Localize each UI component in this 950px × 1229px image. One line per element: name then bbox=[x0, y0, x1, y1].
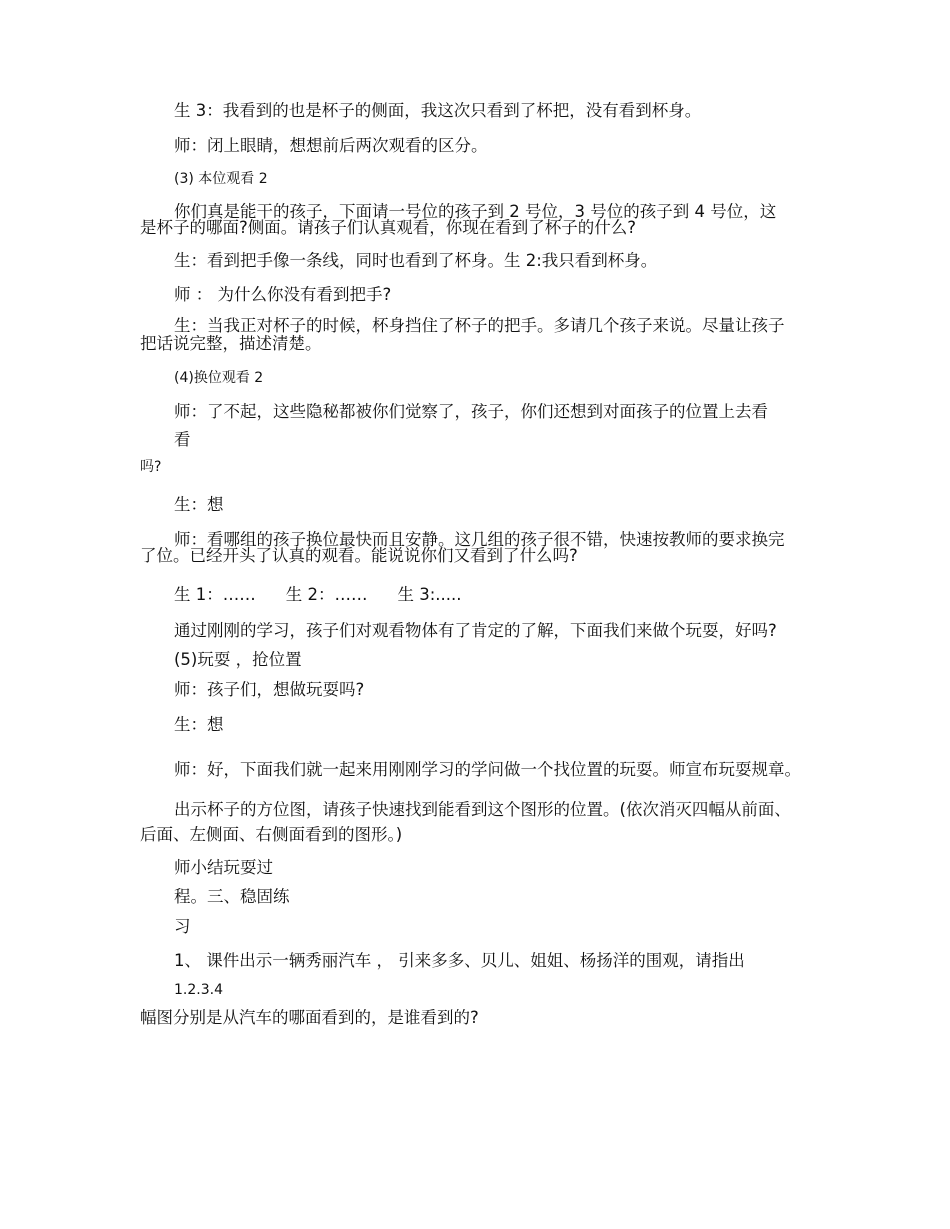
paragraph-continuation: 了位。已经开头了认真的观看。能说说你们又看到了什么吗? bbox=[140, 546, 578, 565]
dialogue-row bbox=[174, 585, 462, 605]
paragraph: 生：想 bbox=[174, 715, 224, 734]
paragraph: 出示杯子的方位图，请孩子快速找到能看到这个图形的位置。(依次消灭四幅从前面、 bbox=[174, 800, 791, 819]
section-heading: (5)玩耍 ，抢位置 bbox=[174, 650, 302, 669]
dialogue-item: 生 2：…… bbox=[285, 585, 368, 604]
paragraph: 通过刚刚的学习，孩子们对观看物体有了肯定的了解，下面我们来做个玩耍，好吗? bbox=[174, 621, 777, 640]
dialogue-item: 生 1：…… bbox=[174, 585, 256, 604]
paragraph-continuation: 后面、左侧面、右侧面看到的图形。) bbox=[140, 825, 403, 844]
section-heading: (4)换位观看 2 bbox=[174, 370, 264, 386]
paragraph: 师：孩子们，想做玩耍吗? bbox=[174, 680, 365, 699]
paragraph: 生 3：我看到的也是杯子的侧面，我这次只看到了杯把，没有看到杯身。 bbox=[174, 101, 702, 120]
paragraph: 师：了不起，这些隐秘都被你们觉察了，孩子，你们还想到对面孩子的位置上去看 bbox=[174, 402, 768, 421]
paragraph: 生：看到把手像一条线，同时也看到了杯身。生 2:我只看到杯身。 bbox=[174, 251, 658, 270]
paragraph: 生：想 bbox=[174, 495, 224, 514]
paragraph: 生：当我正对杯子的时候，杯身挡住了杯子的把手。多请几个孩子来说。尽量让孩子 bbox=[174, 316, 785, 335]
paragraph: 师小结玩耍过 bbox=[174, 858, 273, 877]
paragraph-continuation: 程。三、稳固练 bbox=[174, 887, 290, 906]
paragraph: 师：闭上眼睛，想想前后两次观看的区分。 bbox=[174, 136, 488, 155]
paragraph-continuation: 把话说完整，描述清楚。 bbox=[140, 334, 322, 353]
paragraph-continuation: 看 bbox=[174, 430, 191, 449]
section-heading: (3) 本位观看 2 bbox=[174, 171, 268, 187]
paragraph: 你们真是能干的孩子，下面请一号位的孩子到 2 号位，3 号位的孩子到 4 号位，这 bbox=[174, 202, 777, 221]
paragraph-continuation: 1.2.3.4 bbox=[174, 982, 223, 998]
paragraph-continuation: 是杯子的哪面?侧面。请孩子们认真观看，你现在看到了杯子的什么? bbox=[140, 218, 637, 237]
paragraph: 师：看哪组的孩子换位最快而且安静。这几组的孩子很不错，快速按教师的要求换完 bbox=[174, 530, 785, 549]
paragraph-continuation: 幅图分别是从汽车的哪面看到的，是谁看到的? bbox=[140, 1008, 479, 1027]
paragraph: 师 ： 为什么你没有看到把手? bbox=[174, 285, 392, 304]
paragraph-continuation: 吗? bbox=[140, 459, 162, 475]
paragraph: 1、 课件出示一辆秀丽汽车 ， 引来多多、贝儿、姐姐、杨扬洋的围观，请指出 bbox=[174, 951, 745, 970]
paragraph-continuation: 习 bbox=[174, 917, 191, 936]
dialogue-item: 生 3:..... bbox=[397, 585, 462, 604]
paragraph: 师：好，下面我们就一起来用刚刚学习的学问做一个找位置的玩耍。师宣布玩耍规章。 bbox=[174, 760, 801, 779]
